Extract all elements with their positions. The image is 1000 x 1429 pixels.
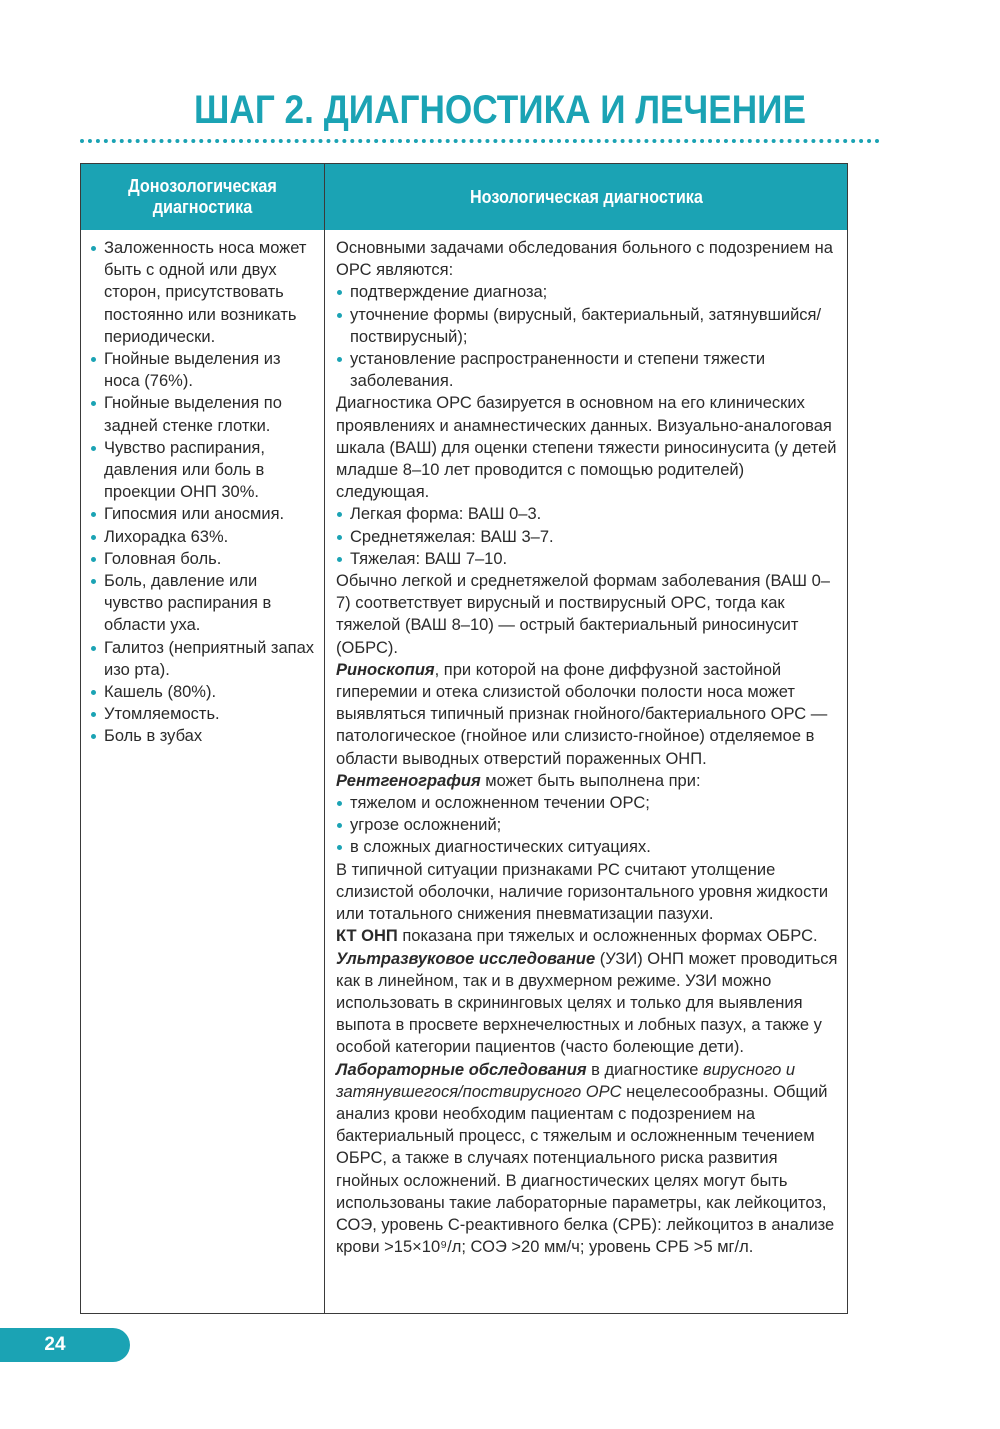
severity-item: Легкая форма: ВАШ 0–3. bbox=[336, 503, 841, 525]
lab-italic-text: вирусного и затянувшегося/поствирусного ОРС bbox=[336, 1060, 796, 1101]
xray-paragraph bbox=[336, 770, 841, 792]
ultrasound-paragraph bbox=[336, 948, 841, 1059]
symptom-item: Боль, давление или чувство распирания в области уха. bbox=[90, 570, 318, 637]
page-number: 24 bbox=[44, 1334, 66, 1355]
symptom-item: Гипосмия или аносмия. bbox=[90, 503, 318, 525]
intro-paragraph: Основными задачами обследования больного с подозрением на ОРС являются: bbox=[336, 239, 833, 280]
xray-item: в сложных диагностических ситуациях. bbox=[336, 836, 841, 858]
rhinoscopy-paragraph bbox=[336, 659, 841, 770]
task-item: установление распространенности и степени тяжести заболевания. bbox=[336, 348, 841, 392]
rhinoscopy-text: , при которой на фоне диффузной застойной гиперемии и отека слизистой оболочки полости носа может выявляться типичный признак гнойного/бактериального ОРС — патологическое (гнойное или слизисто-гнойное) отделяемое в области выводных отверстий пораженных ОНП. bbox=[336, 660, 828, 768]
ct-paragraph bbox=[336, 925, 841, 947]
ultrasound-text: (УЗИ) ОНП может проводиться как в линейном, так и в двухмерном режиме. УЗИ можно использовать в скрининговых целях и только для выявления выпота в просвете верхнечелюстных и лобных пазух, а также у особой категории пациентов (часто болеющие дети). bbox=[336, 949, 838, 1057]
xray-term: Рентгенография bbox=[336, 771, 481, 790]
left-column bbox=[90, 237, 318, 748]
xray-item: угрозе осложнений; bbox=[336, 814, 841, 836]
page-title: ШАГ 2. ДИАГНОСТИКА И ЛЕЧЕНИЕ bbox=[194, 88, 806, 132]
task-item: уточнение формы (вирусный, бактериальный, затянувшийся/поствирусный); bbox=[336, 304, 841, 348]
severity-item: Тяжелая: ВАШ 7–10. bbox=[336, 548, 841, 570]
lab-text-1: в диагностике bbox=[586, 1060, 704, 1079]
symptom-item: Головная боль. bbox=[90, 548, 318, 570]
symptom-item: Заложенность носа может быть с одной или двух сторон, присутствовать постоянно или возникать периодически. bbox=[90, 237, 318, 348]
xray-signs-paragraph: В типичной ситуации признаками РС считают утолщение слизистой оболочки, наличие горизонтального уровня жидкости или тотального снижения пневматизации пазухи. bbox=[336, 860, 829, 924]
severity-paragraph: Обычно легкой и среднетяжелой формам заболевания (ВАШ 0–7) соответствует вирусный и поствирусный ОРС, тогда как тяжелой (ВАШ 8–10) — острый бактериальный риносинусит (ОБРС). bbox=[336, 572, 830, 657]
symptom-item: Утомляемость. bbox=[90, 703, 318, 725]
lab-term: Лабораторные обследования bbox=[336, 1060, 587, 1079]
header-nosological: Нозологическая диагностика bbox=[325, 164, 847, 230]
xray-item: тяжелом и осложненном течении ОРС; bbox=[336, 792, 841, 814]
header-prenosological: Донозологическая диагностика bbox=[81, 164, 324, 230]
ultrasound-term: Ультразвуковое исследование bbox=[336, 949, 596, 968]
symptom-item: Кашель (80%). bbox=[90, 681, 318, 703]
rhinoscopy-term: Риноскопия bbox=[336, 660, 435, 679]
page-number-badge bbox=[0, 1328, 130, 1362]
severity-item: Среднетяжелая: ВАШ 3–7. bbox=[336, 526, 841, 548]
diagnostics-table bbox=[80, 163, 848, 1314]
ct-text: показана при тяжелых и осложненных формах ОБРС. bbox=[397, 927, 818, 946]
symptom-item: Гнойные выделения по задней стенке глотки. bbox=[90, 392, 318, 436]
symptom-item: Лихорадка 63%. bbox=[90, 526, 318, 548]
title-dotted-rule bbox=[80, 139, 880, 143]
xray-text: может быть выполнена при: bbox=[480, 771, 701, 790]
diagnosis-paragraph: Диагностика ОРС базируется в основном на его клинических проявлениях и анамнестических данных. Визуально-аналоговая шкала (ВАШ) для оценки степени тяжести риносинусита (у детей младше 8–10 лет проводится с помощью родителей) следующая. bbox=[336, 394, 837, 502]
task-item: подтверждение диагноза; bbox=[336, 281, 841, 303]
symptom-item: Чувство распирания, давления или боль в проекции ОНП 30%. bbox=[90, 437, 318, 504]
right-column bbox=[336, 237, 841, 1258]
symptom-item: Галитоз (неприятный запах изо рта). bbox=[90, 637, 318, 681]
column-divider bbox=[324, 164, 325, 1313]
lab-text-2: нецелесообразны. Общий анализ крови необходим пациентам с подозрением на бактериальный процесс, с тяжелым и осложненным течением ОБРС, а также в случаях потенциального риска развития гнойных осложнений. В диагностических целях могут быть использованы такие лабораторные параметры, как лейкоцитоз, СОЭ, уровень С-реактивного белка (СРБ): лейкоцитоз в анализе крови >15×10⁹/л; СОЭ >20 мм/ч; уровень СРБ >5 мг/л. bbox=[336, 1082, 835, 1257]
symptom-item: Гнойные выделения из носа (76%). bbox=[90, 348, 318, 392]
ct-term: КТ ОНП bbox=[336, 927, 398, 946]
lab-paragraph bbox=[336, 1059, 841, 1259]
symptom-item: Боль в зубах bbox=[90, 725, 318, 747]
